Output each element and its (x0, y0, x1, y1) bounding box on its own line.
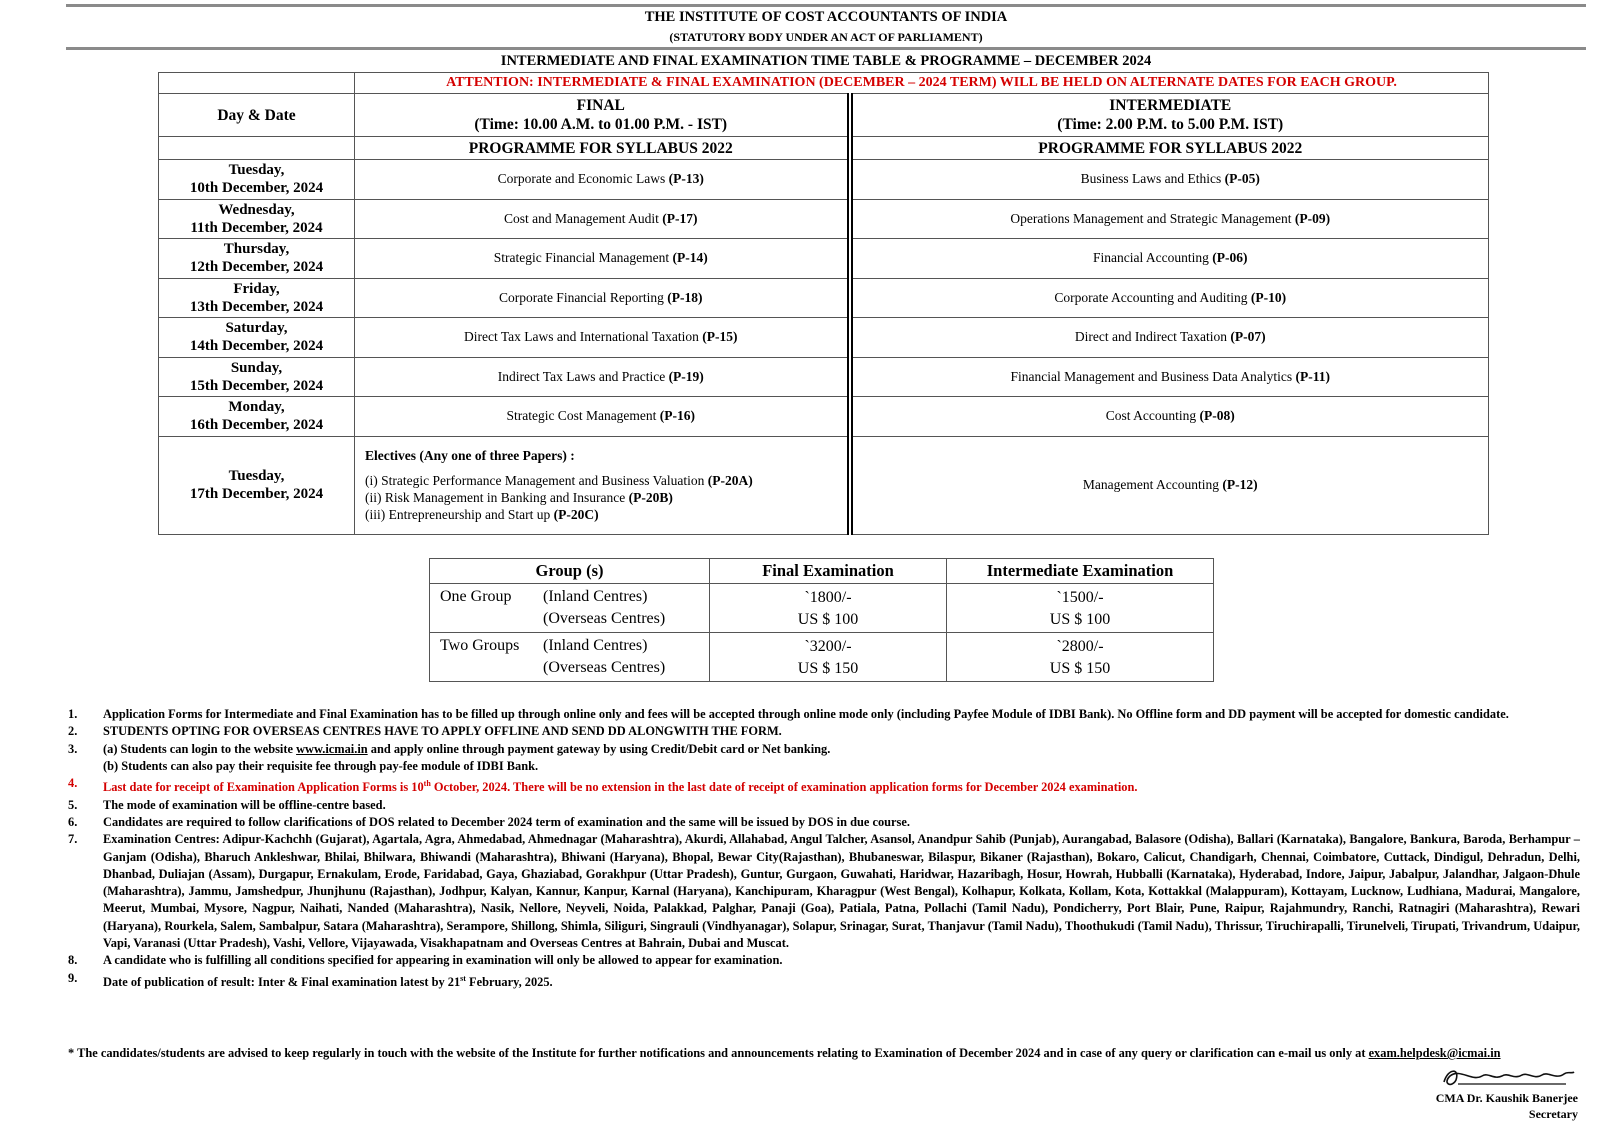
date-cell (159, 397, 355, 437)
electives-list (365, 472, 843, 523)
timetable (158, 72, 1489, 535)
date-text: 12th December, 2024 (189, 259, 324, 276)
date-text: 13th December, 2024 (189, 298, 324, 315)
note-text: (a) Students can login to the website www.icmai.in and apply online through payment gateway by using Credit/Debit card or Net banking. (b) Students can also pay their requisite fee through pay-fee module of IDBI Bank. (103, 741, 831, 773)
fee-group-cell: One Group (Inland Centres) (Overseas Centres) (430, 584, 710, 633)
date-text: 17th December, 2024 (189, 486, 324, 502)
instructions-list (68, 706, 1580, 991)
inter-subject (850, 199, 1489, 239)
signatory-designation: Secretary (1528, 1107, 1578, 1121)
day-text: Wednesday, (218, 201, 295, 218)
final-programme: PROGRAMME FOR SYLLABUS 2022 (355, 137, 850, 160)
final-subject (355, 318, 850, 358)
list-item: 7. Examination Centres: Adipur-Kachchh (Gujarat), Agartala, Agra, Ahmedabad, Ahmednagar (Maharashtra), Akurdi, Allahabad, Angul Talcher, Asansol, Anandpur Sahib (Punjab), Aurangabad, Balasore (Odisha), Ballari (Karnataka), Bangalore, Bankura, Baroda, Berhampur – Ganjam (Odisha), Bharuch Ankleshwar, Bhilai, Bhilwara, Bhiwandi (Maharashtra), Bhiwani (Haryana), Bhopal, Bewar City(Rajasthan), Bhubaneswar, Bilaspur, Bikaner (Rajasthan), Bokaro, Calicut, Chandigarh, Chennai, Coimbatore, Cuttack, Dindigul, Dehradun, Delhi, Dhanbad, Duliajan (Assam), Durgapur, Ernakulam, Erode, Faridabad, Gaya, Ghaziabad, Gorakhpur (Uttar Pradesh), Guntur, Gurgaon, Guwahati, Haridwar, Hazaribagh, Hosur, Howrah, Hubballi (Karnataka), Hyderabad, Indore, Jaipur, Jabalpur, Jalandhar, Jalgaon-Dhule (Maharashtra), Jammu, Jamshedpur, Jhunjhunu (Rajasthan), Jodhpur, Kalyan, Kannur, Kanpur, Karnal (Haryana), Kanchipuram, Kharagpur (West Bengal), Kolhapur, Kolkata, Kollam, Kota, Kottakkal (Malappuram), Kottayam, Lucknow, Ludhiana, Madurai, Mangalore, Meerut, Mumbai, Mysore, Nagpur, Naihati, Nanded (Maharashtra), Nasik, Nellore, Neyveli, Noida, Palakkad, Palghar, Panaji (Goa), Patiala, Patna, Pollachi (Tamil Nadu), Pondicherry, Port Blair, Pune, Raipur, Rajahmundry, Ranchi, Ratnagiri (Maharashtra), Rewari (Haryana), Rourkela, Salem, Sambalpur, Satara (Maharashtra), Serampore, Shillong, Shimla, Siliguri, Singrauli (Vindhyanagar), Solapur, Srinagar, Surat, Thanjavur (Tamil Nadu), Thoothukudi (Tamil Nadu), Thrissur, Tiruchirapalli, Tirunelveli, Tirupati, Trivandrum, Udaipur, Vapi, Varanasi (Uttar Pradesh), Vashi, Vellore, Vijayawada, Visakhapatnam and Overseas Centres at Bahrain, Dubai and Muscat. (68, 831, 1580, 952)
date-cell (159, 318, 355, 358)
date-cell (159, 199, 355, 239)
inter-title: INTERMEDIATE (1109, 97, 1232, 114)
paper-code: (P-09) (1294, 210, 1331, 226)
day-text: Tuesday, (228, 468, 285, 484)
list-item: 6. Candidates are required to follow clarifications of DOS related to December 2024 term of examination and the same will be issued by DOS in due course. (68, 814, 1580, 831)
inter-subject (850, 357, 1489, 397)
inter-subject (850, 278, 1489, 318)
fee-inter-cell: `1500/- US $ 100 (947, 584, 1214, 633)
list-item: 8. A candidate who is fulfilling all conditions specified for appearing in examination will only be allowed to appear for examination. (68, 952, 1580, 969)
note-text: Date of publication of result: Inter & Final examination latest by 21st February, 2025. (103, 973, 553, 989)
date-cell (159, 239, 355, 279)
note-text: STUDENTS OPTING FOR OVERSEAS CENTRES HAVE TO APPLY OFFLINE AND SEND DD ALONGWITH THE FORM. (103, 724, 782, 739)
note-text: A candidate who is fulfilling all conditions specified for appearing in examination will only be allowed to appear for examination. (103, 953, 783, 968)
blank-cell (159, 137, 355, 160)
fee-final-cell: `3200/- US $ 150 (710, 633, 947, 682)
signature-icon (1438, 1062, 1578, 1090)
list-item: (i) Strategic Performance Management and Business Valuation (P-20A) (365, 473, 753, 488)
paper-code: (P-13) (668, 171, 704, 187)
institute-name: THE INSTITUTE OF COST ACCOUNTANTS OF INDIA (644, 9, 1008, 25)
inter-time: (Time: 2.00 P.M. to 5.00 P.M. IST) (1057, 116, 1284, 133)
subject-name: Corporate Accounting and Auditing (1054, 289, 1248, 305)
signatory-name: CMA Dr. Kaushik Banerjee (1435, 1091, 1578, 1105)
fee-final-cell: `1800/- US $ 100 (710, 584, 947, 633)
subject-name: Operations Management and Strategic Management (1010, 210, 1292, 226)
footer-note: * The candidates/students are advised to keep regularly in touch with the website of the Institute for further notifications and announcements relating to Examination of December 2024 and in case of any query or clarification can e-mail us only at exam.helpdesk@icmai.in (68, 1046, 1501, 1060)
final-subject (355, 278, 850, 318)
subject-name: Financial Accounting (1093, 250, 1209, 266)
date-text: 16th December, 2024 (189, 417, 324, 434)
website-link[interactable]: www.icmai.in (296, 741, 368, 756)
paper-code: (P-14) (672, 250, 708, 266)
note-text: Last date for receipt of Examination Application Forms is 10th October, 2024. There will be no extension in the last date of receipt of examination application forms for December 2024 examination. (103, 779, 1138, 795)
list-item: (ii) Risk Management in Banking and Insurance (P-20B) (365, 490, 673, 505)
subject-name: Strategic Financial Management (493, 250, 670, 266)
inter-header (850, 94, 1489, 137)
table-row (159, 357, 1489, 397)
day-text: Monday, (228, 399, 285, 416)
date-text: 11th December, 2024 (190, 219, 323, 236)
date-cell (159, 160, 355, 200)
subject-name: Cost Accounting (1105, 408, 1197, 424)
paper-code: (P-19) (668, 368, 704, 384)
paper-code: (P-06) (1212, 250, 1248, 266)
list-item: 1. Application Forms for Intermediate and Final Examination has to be filled up through online only and fees will be accepted through online mode only (including Payfee Module of IDBI Bank). No Offline form and DD payment will be accepted for domestic candidate. (68, 706, 1580, 723)
fee-body (430, 584, 1214, 682)
final-header (355, 94, 850, 137)
table-row (430, 584, 1214, 633)
date-cell (159, 278, 355, 318)
table-row (159, 278, 1489, 318)
paper-code: (P-10) (1250, 289, 1287, 305)
table-row (159, 239, 1489, 279)
day-text: Saturday, (225, 320, 288, 337)
table-row (159, 199, 1489, 239)
table-row (159, 160, 1489, 200)
subject-name: Financial Management and Business Data Analytics (1010, 368, 1293, 384)
day-text: Thursday, (223, 241, 290, 258)
date-text: 10th December, 2024 (189, 180, 324, 197)
inter-subject (850, 318, 1489, 358)
electives-cell (355, 436, 850, 534)
signature-block (1436, 1062, 1578, 1122)
fee-group-cell: Two Groups (Inland Centres) (Overseas Centres) (430, 633, 710, 682)
fee-inter-cell: `2800/- US $ 150 (947, 633, 1214, 682)
inter-subject (850, 436, 1489, 534)
final-subject (355, 160, 850, 200)
table-row (159, 318, 1489, 358)
header-rule (66, 47, 1586, 50)
paper-code: (P-17) (662, 210, 698, 226)
day-date-header: Day & Date (159, 94, 355, 137)
list-item: (iii) Entrepreneurship and Start up (P-20C) (365, 507, 599, 522)
fee-group-header: Group (s) (430, 559, 710, 584)
day-text: Sunday, (230, 359, 283, 376)
final-time: (Time: 10.00 A.M. to 01.00 P.M. - IST) (474, 116, 728, 133)
fee-inter-header: Intermediate Examination (947, 559, 1214, 584)
paper-code: (P-07) (1230, 329, 1266, 345)
blank-cell (159, 73, 355, 94)
subject-name: Corporate and Economic Laws (497, 171, 666, 187)
inter-subject (850, 397, 1489, 437)
day-text: Tuesday, (228, 162, 285, 179)
note-text: Examination Centres: Adipur-Kachchh (Gujarat), Agartala, Agra, Ahmedabad, Ahmednagar (Maharashtra), Akurdi, Allahabad, Angul Talcher, Asansol, Anandpur Sahib (Punjab), Aurangabad, Balasore (Odisha), Ballari (Karnataka), Bangalore, Bankura, Baroda, Berhampur – Ganjam (Odisha), Bharuch Ankleshwar, Bhilai, Bhilwara, Bhiwandi (Maharashtra), Bhiwani (Haryana), Bhopal, Bewar City(Rajasthan), Bhubaneswar, Bilaspur, Bikaner (Rajasthan), Bokaro, Calicut, Chandigarh, Chennai, Coimbatore, Cuttack, Dindigul, Dehradun, Delhi, Dhanbad, Duliajan (Assam), Durgapur, Ernakulam, Erode, Faridabad, Gaya, Ghaziabad, Gorakhpur (Uttar Pradesh), Guntur, Gurgaon, Guwahati, Haridwar, Hazaribagh, Hosur, Howrah, Hubballi (Karnataka), Hyderabad, Indore, Jaipur, Jabalpur, Jalandhar, Jalgaon-Dhule (Maharashtra), Jammu, Jamshedpur, Jhunjhunu (Rajasthan), Jodhpur, Kalyan, Kannur, Kanpur, Karnal (Haryana), Kanchipuram, Kharagpur (West Bengal), Kolhapur, Kolkata, Kollam, Kota, Kottakkal (Malappuram), Kottayam, Lucknow, Ludhiana, Madurai, Mangalore, Meerut, Mumbai, Mysore, Nagpur, Naihati, Nanded (Maharashtra), Nasik, Nellore, Neyveli, Noida, Palakkad, Palghar, Panaji (Goa), Patiala, Patna, Pollachi (Tamil Nadu), Pondicherry, Port Blair, Pune, Raipur, Rajahmundry, Ranchi, Ratnagiri (Maharashtra), Rewari (Haryana), Rourkela, Salem, Sambalpur, Satara (Maharashtra), Serampore, Shillong, Shimla, Siliguri, Singrauli (Vindhyanagar), Solapur, Srinagar, Surat, Thanjavur (Tamil Nadu), Thoothukudi (Tamil Nadu), Thrissur, Tiruchirapalli, Tirunelveli, Tirupati, Trivandrum, Udaipur, Vapi, Varanasi (Uttar Pradesh), Vashi, Vellore, Vijayawada, Visakhapatnam and Overseas Centres at Bahrain, Dubai and Muscat. (103, 832, 1580, 950)
helpdesk-email-link[interactable]: exam.helpdesk@icmai.in (1368, 1046, 1501, 1060)
note-text: Application Forms for Intermediate and Final Examination has to be filled up through online only and fees will be accepted through online mode only (including Payfee Module of IDBI Bank). No Offline form and DD payment will be accepted for domestic candidate. (103, 707, 1509, 721)
inter-programme: PROGRAMME FOR SYLLABUS 2022 (850, 137, 1489, 160)
list-item: 3. (a) Students can login to the website www.icmai.in and apply online through payment gateway by using Credit/Debit card or Net banking. (b) Students can also pay their requisite fee through pay-fee module of IDBI Bank. (68, 741, 1580, 776)
subject-name: Strategic Cost Management (506, 408, 657, 424)
paper-code: (P-08) (1199, 408, 1235, 424)
date-text: 14th December, 2024 (189, 338, 324, 355)
inter-subject (850, 160, 1489, 200)
page-title: INTERMEDIATE AND FINAL EXAMINATION TIME TABLE & PROGRAMME – DECEMBER 2024 (500, 53, 1152, 69)
paper-code: (P-12) (1222, 477, 1258, 492)
fee-table (429, 558, 1214, 682)
date-cell (159, 436, 355, 534)
paper-code: (P-05) (1224, 171, 1260, 187)
list-item: 2. STUDENTS OPTING FOR OVERSEAS CENTRES HAVE TO APPLY OFFLINE AND SEND DD ALONGWITH THE FORM. (68, 723, 1580, 740)
timetable-body (159, 160, 1489, 437)
subject-name: Direct and Indirect Taxation (1074, 329, 1228, 345)
paper-code: (P-11) (1295, 368, 1330, 384)
attention-notice: ATTENTION: INTERMEDIATE & FINAL EXAMINATION (DECEMBER – 2024 TERM) WILL BE HELD ON ALTERNATE DATES FOR EACH GROUP. (355, 73, 1489, 94)
fee-final-header: Final Examination (710, 559, 947, 584)
final-title: FINAL (576, 97, 625, 114)
top-rule (66, 4, 1586, 7)
date-cell (159, 357, 355, 397)
list-item: 9. Date of publication of result: Inter & Final examination latest by 21st February, 2025. (68, 970, 1580, 991)
final-subject (355, 357, 850, 397)
subject-name: Direct Tax Laws and International Taxation (463, 329, 699, 345)
electives-title: Electives (Any one of three Papers) : (365, 448, 575, 463)
subject-name: Management Accounting (1082, 477, 1219, 492)
list-item: 5. The mode of examination will be offline-centre based. (68, 797, 1580, 814)
final-subject (355, 199, 850, 239)
subject-name: Corporate Financial Reporting (498, 289, 664, 305)
subject-name: Business Laws and Ethics (1080, 171, 1222, 187)
subject-name: Indirect Tax Laws and Practice (497, 368, 666, 384)
final-subject (355, 239, 850, 279)
list-item: 4. Last date for receipt of Examination Application Forms is 10th October, 2024. There will be no extension in the last date of receipt of examination application forms for December 2024 examination. (68, 775, 1580, 796)
table-row (159, 397, 1489, 437)
statutory-line: (STATUTORY BODY UNDER AN ACT OF PARLIAMENT) (669, 30, 983, 44)
table-row (430, 633, 1214, 682)
paper-code: (P-16) (659, 408, 696, 424)
final-subject (355, 397, 850, 437)
paper-code: (P-18) (667, 289, 703, 305)
note-text: The mode of examination will be offline-centre based. (103, 797, 386, 812)
day-text: Friday, (233, 280, 280, 297)
date-text: 15th December, 2024 (189, 377, 324, 394)
note-text: Candidates are required to follow clarifications of DOS related to December 2024 term of examination and the same will be issued by DOS in due course. (103, 814, 910, 829)
inter-subject (850, 239, 1489, 279)
paper-code: (P-15) (702, 329, 738, 345)
subject-name: Cost and Management Audit (504, 210, 659, 226)
